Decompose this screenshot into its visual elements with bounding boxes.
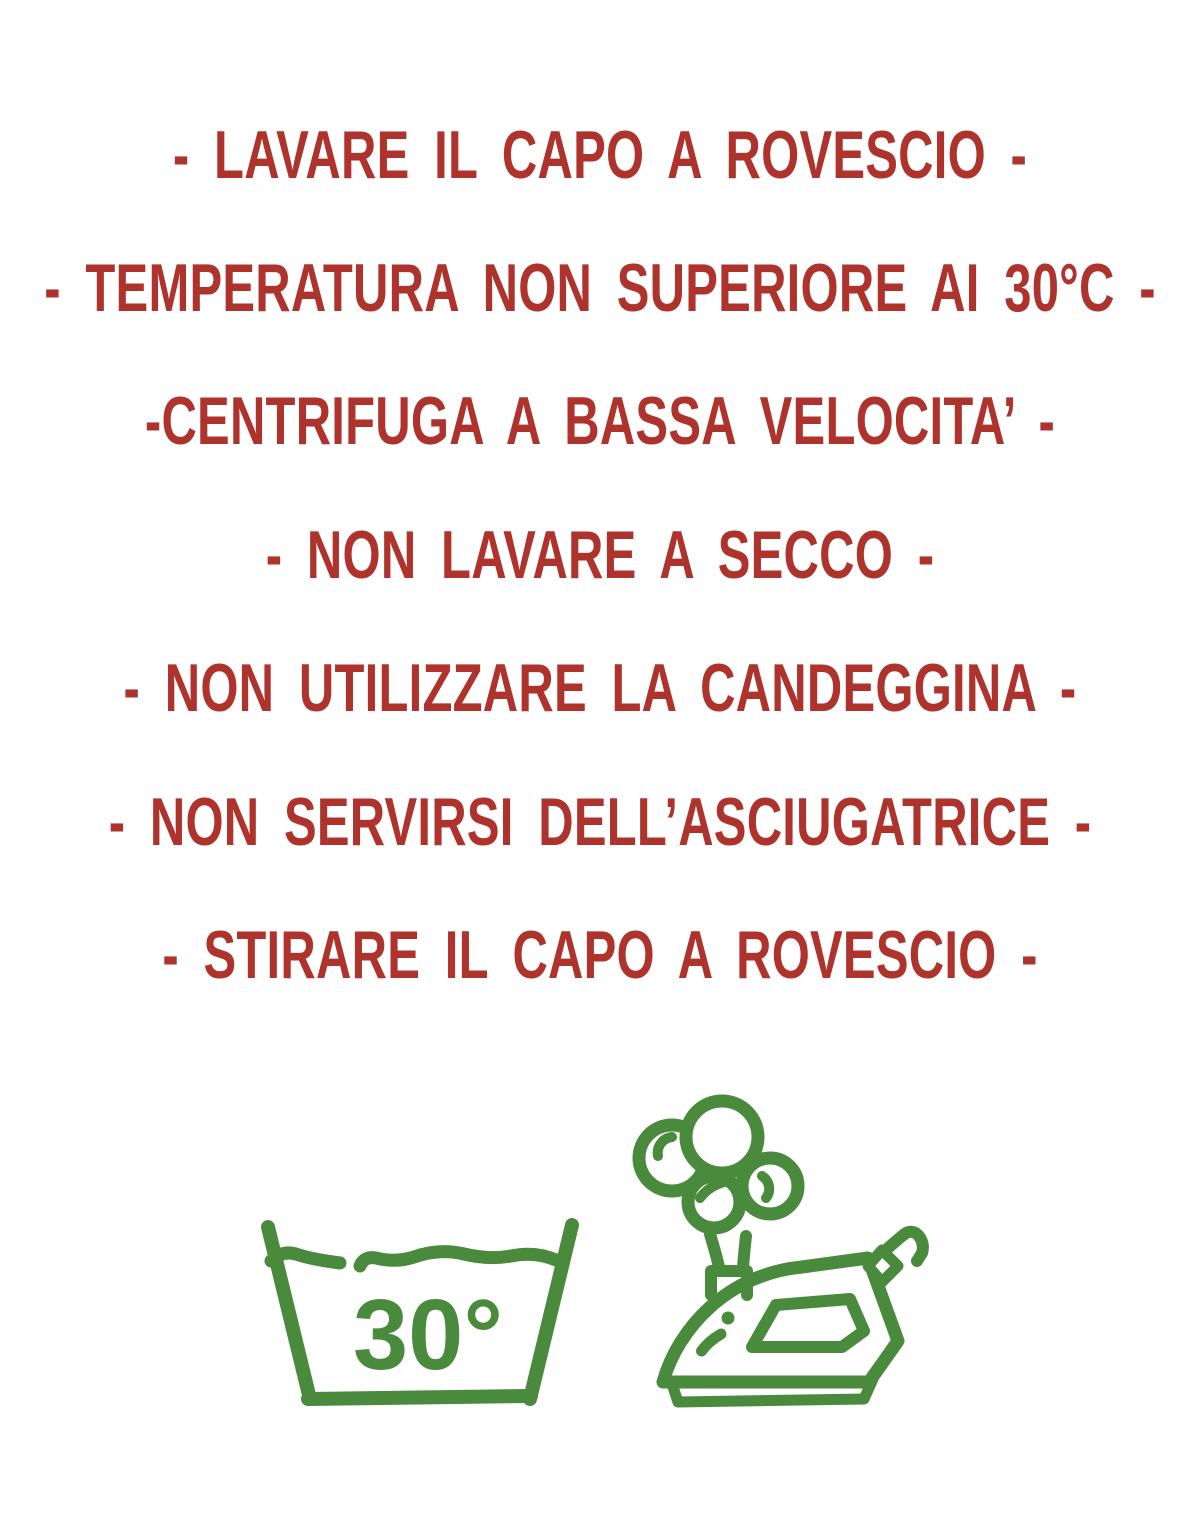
steam-cloud-puff	[639, 1125, 705, 1191]
iron-cord	[888, 1232, 923, 1261]
iron-sole-plate	[671, 1379, 873, 1402]
iron-handle-opening	[752, 1299, 864, 1347]
care-line-wash-inside-out: - LAVARE IL CAPO A ROVESCIO -	[172, 116, 1028, 193]
iron-body	[663, 1258, 898, 1382]
care-line-max-temperature: - TEMPERATURA NON SUPERIORE AI 30°C -	[44, 250, 1156, 327]
care-instructions-text-block	[0, 88, 1200, 1022]
care-line-no-bleach: - NON UTILIZZARE LA CANDEGGINA -	[123, 650, 1077, 727]
wash-basin-30-icon	[248, 1213, 588, 1418]
iron-dial-dot	[722, 1312, 735, 1325]
steam-iron-icon	[610, 1090, 950, 1420]
care-line-iron-inside-out: - STIRARE IL CAPO A ROVESCIO -	[162, 917, 1038, 994]
steam-cloud-puff	[686, 1101, 758, 1173]
iron-cord-base	[868, 1250, 898, 1282]
wash-temperature-label: 30°	[353, 1279, 503, 1391]
steam-cloud-puff	[688, 1176, 740, 1228]
care-line-no-dry-clean: - NON LAVARE A SECCO -	[265, 516, 935, 593]
steam-cloud-puff	[742, 1158, 798, 1214]
care-line-low-spin: -CENTRIFUGA A BASSA VELOCITA’ -	[144, 383, 1056, 460]
care-line-no-tumble-dry: - NON SERVIRSI DELL’ASCIUGATRICE -	[108, 783, 1092, 860]
